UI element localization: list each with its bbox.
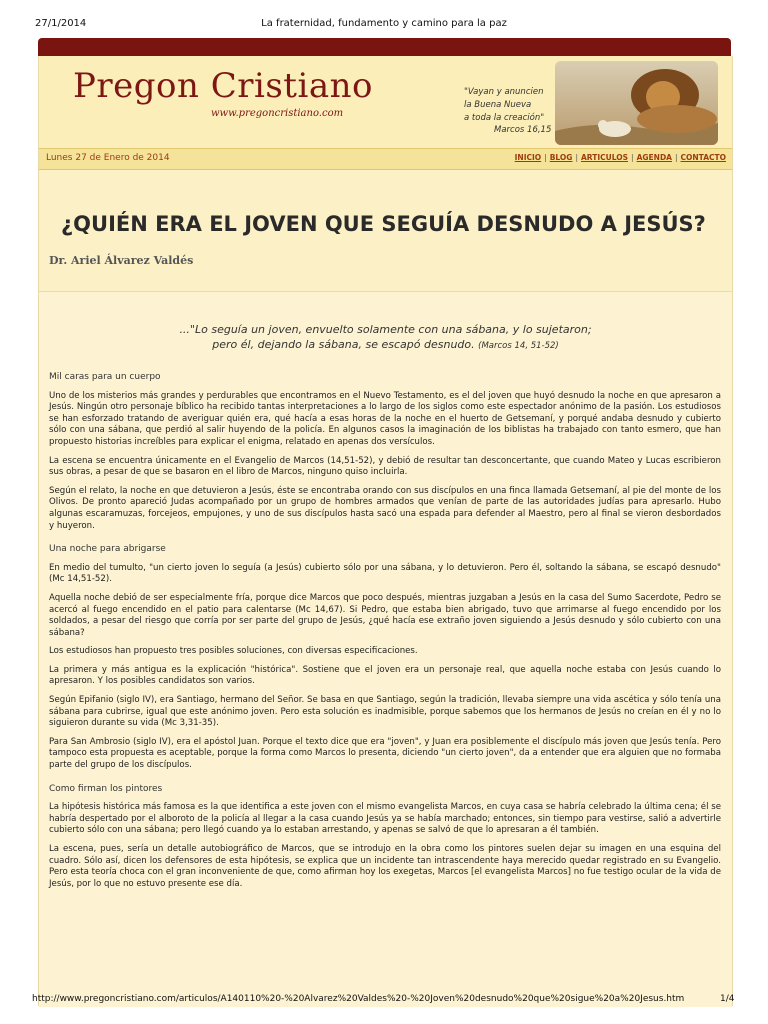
paragraph: La escena se encuentra únicamente en el Evangelio de Marcos (14,51-52), y debió de resultar tan desconcertante, que cuando Mateo y Lucas escribieron sus obras, a pesar de que se basaron en el libro de Marcos, ninguno quiso incluirla. xyxy=(49,455,721,478)
print-page-number: 1/4 xyxy=(720,994,735,1004)
header-quote-ref: Marcos 16,15 xyxy=(494,125,552,135)
nav-date: Lunes 27 de Enero de 2014 xyxy=(46,153,170,163)
section-heading: Una noche para abrigarse xyxy=(49,544,166,555)
epigraph-ref: (Marcos 14, 51-52) xyxy=(478,341,559,351)
lion-icon xyxy=(555,61,718,145)
page-container xyxy=(38,56,733,1006)
epigraph-line: ..."Lo seguía un joven, envuelto solamente con una sábana, y lo sujetaron; xyxy=(179,323,592,336)
paragraph: Para San Ambrosio (siglo IV), era el apóstol Juan. Porque el texto dice que era "joven", y Juan era posiblemente el discípulo más joven que Jesús tenía. Pero tampoco esta propuesta es aceptable, porque la forma como Marcos lo presenta, diciendo "un cierto joven", da a entender que era alguien que no formaba parte del grupo de los discípulos. xyxy=(49,736,721,771)
header-quote-line: "Vayan y anuncien xyxy=(464,87,544,97)
nav-link-blog[interactable]: BLOG xyxy=(549,153,573,162)
print-title: La fraternidad, fundamento y camino para la paz xyxy=(261,18,507,29)
header-quote-line: la Buena Nueva xyxy=(464,100,532,110)
nav-link-inicio[interactable]: INICIO xyxy=(514,153,542,162)
site-url[interactable]: www.pregoncristiano.com xyxy=(211,108,344,119)
header-quote-line: a toda la creación" xyxy=(464,113,545,123)
paragraph: Los estudiosos han propuesto tres posibles soluciones, con diversas especificaciones. xyxy=(49,646,418,657)
article-text xyxy=(49,372,721,897)
article-title: ¿QUIÉN ERA EL JOVEN QUE SEGUÍA DESNUDO A JESÚS? xyxy=(61,212,706,236)
paragraph: Según el relato, la noche en que detuvieron a Jesús, éste se encontraba orando con sus discípulos en una finca llamada Getsemaní, al pie del monte de los Olivos. De pronto apareció Judas acompañado por un grupo de hombres armados que venían de parte de las autoridades judías para apresarlo. Hubo algunas escaramuzas, forcejeos, empujones, y uno de sus discípulos hasta sacó una espada para defender al Maestro, pero al final se vieron desbordados y huyeron. xyxy=(49,485,721,531)
paragraph: Según Epifanio (siglo IV), era Santiago, hermano del Señor. Se basa en que Santiago, según la tradición, llevaba siempre una vida ascética y sólo tenía una sábana para cubrirse, igual que este anónimo joven. Pero esta solución es inadmisible, porque sabemos que los hermanos de Jesús no creían en él y no lo siguieron durante su vida (Mc 3,31-35). xyxy=(49,695,721,729)
article-author: Dr. Ariel Álvarez Valdés xyxy=(49,254,194,267)
print-url: http://www.pregoncristiano.com/articulos/A140110%20-%20Alvarez%20Valdes%20-%20Joven%20desnudo%20que%20sigue%20a%20Jesus.htm xyxy=(32,994,685,1004)
section-heading: Mil caras para un cuerpo xyxy=(49,372,161,382)
print-header xyxy=(0,0,768,30)
site-logo[interactable]: Pregon Cristiano xyxy=(73,66,373,106)
site-header xyxy=(39,56,732,148)
article-header xyxy=(39,170,732,288)
lion-lamb-image xyxy=(555,61,718,145)
section-heading: Como firman los pintores xyxy=(49,783,163,794)
paragraph: En medio del tumulto, "un cierto joven lo seguía (a Jesús) cubierto sólo por una sábana, y lo detuvieron. Pero él, soltando la sábana, se escapó desnudo" (Mc 14,51-52). xyxy=(49,562,721,585)
paragraph: La primera y más antigua es la explicación "histórica". Sostiene que el joven era un personaje real, que aquella noche estaba con Jesús cuando lo apresaron. Y los posibles candidatos son varios. xyxy=(49,664,721,687)
paragraph: La hipótesis histórica más famosa es la que identifica a este joven con el mismo evangelista Marcos, en cuya casa se habría celebrado la última cena; él se habría despertado por el alboroto de la policía al llegar a la casa cuando Jesús ya se había marchado; entonces, sin tiempo para vestirse, salió a advertirle cubierto sólo con una sábana; pero llegó cuando ya lo estaban arrestando, y apenas se salvó de que lo apresaran a él también. xyxy=(49,802,721,836)
paragraph: Uno de los misterios más grandes y perdurables que encontramos en el Nuevo Testamento, es el del joven que huyó desnudo la noche en que apresaron a Jesús. Ningún otro personaje bíblico ha recibido tantas interpretaciones a lo largo de los siglos como este espectador anónimo de la pasión. Los estudiosos se han esforzado tratando de averiguar quién era, qué hacía a esas horas de la noche en el huerto de Getsemaní, y porqué andaba desnudo y cubierto sólo con una sábana, que perdió al salir huyendo de la policía. En algunos casos la imaginación de los biblistas ha trabajado con tanto esmero, que han propuesto historias increíbles para explicar el enigma, relatado en apenas dos versículos. xyxy=(49,390,721,447)
nav-links: INICIO | BLOG | ARTICULOS | AGENDA | CONTACTO xyxy=(514,153,726,162)
header-quote xyxy=(464,86,544,125)
nav-link-articulos[interactable]: ARTICULOS xyxy=(581,153,629,162)
epigraph xyxy=(39,322,732,354)
nav-bar xyxy=(39,148,732,170)
article-body xyxy=(39,291,735,1007)
print-date: 27/1/2014 xyxy=(35,18,87,29)
top-bar xyxy=(38,38,731,56)
paragraph: Aquella noche debió de ser especialmente fría, porque dice Marcos que poco después, mientras juzgaban a Jesús en la casa del Sumo Sacerdote, Pedro se acercó al fuego encendido en el patio para calentarse (Mc 14,67). Si Pedro, que estaba bien abrigado, tuvo que arrimarse al fuego encendido por los soldados, a pesar del riesgo que corría por ser parte del grupo de Jesús, ¿qué hacía ese extraño joven siguiendo a Jesús desnudo y sólo cubierto con una sábana? xyxy=(49,592,721,638)
epigraph-line: pero él, dejando la sábana, se escapó desnudo. xyxy=(212,338,475,351)
nav-link-contacto[interactable]: CONTACTO xyxy=(680,153,726,162)
nav-link-agenda[interactable]: AGENDA xyxy=(636,153,672,162)
paragraph: La escena, pues, sería un detalle autobiográfico de Marcos, que se introdujo en la obra como los pintores suelen dejar su imagen en una esquina del cuadro. Sólo así, dicen los defensores de esta hipótesis, se explica que un incidente tan intrascendente haya merecido quedar registrado en su Evangelio. Pero esta teoría choca con el gran inconveniente de que, como afirman hoy los exegetas, Marcos [el evangelista Marcos] no fue testigo ocular de la vida de Jesús, por lo que no estuvo presente ese día. xyxy=(49,844,721,889)
